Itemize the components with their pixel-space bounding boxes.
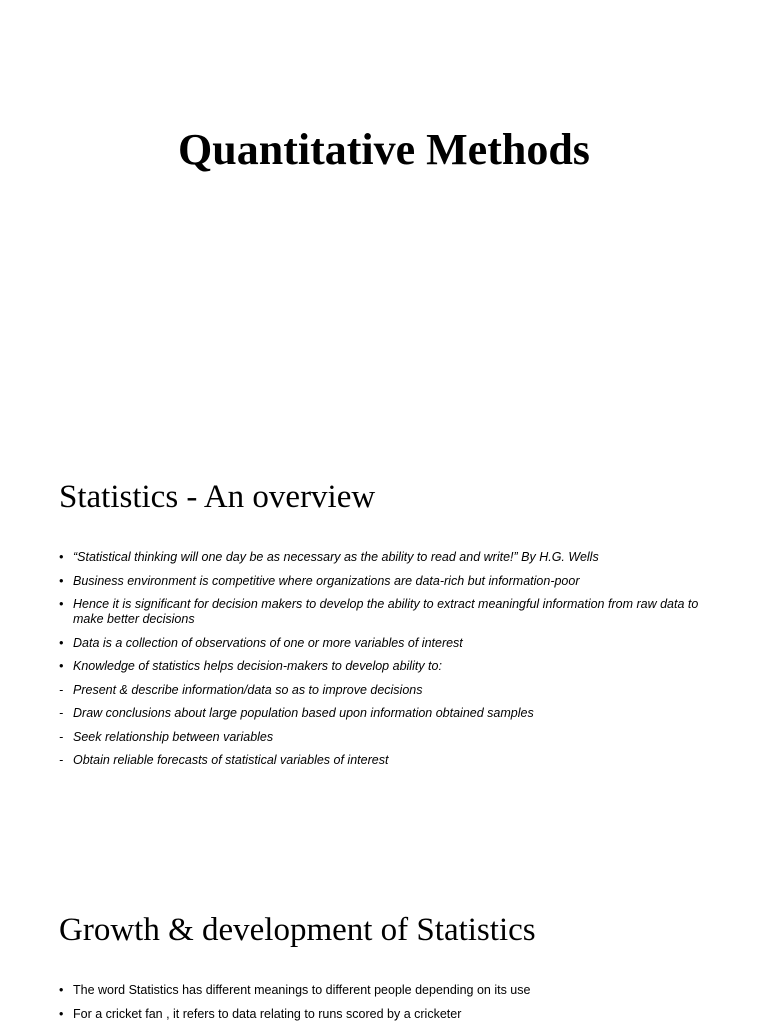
list-item — [59, 550, 709, 565]
list-item — [59, 636, 709, 651]
list-item-text: Present & describe information/data so as to improve decisions — [73, 682, 423, 697]
list-item-text: Data is a collection of observations of one or more variables of interest — [73, 635, 463, 650]
dash-marker: - — [59, 753, 64, 767]
dash-marker: - — [59, 706, 64, 720]
list-item-text: Draw conclusions about large population based upon information obtained samples — [73, 706, 534, 720]
list-item — [59, 574, 709, 589]
list-item-text: The word Statistics has different meanings to different people depending on its use — [73, 983, 531, 997]
bullet-marker: • — [59, 1006, 64, 1021]
dash-marker: - — [59, 729, 64, 744]
list-item — [59, 753, 709, 768]
list-item — [59, 730, 709, 745]
section-heading-growth: Growth & development of Statistics — [59, 912, 536, 948]
list-item-text: Hence it is significant for decision makers to develop the ability to extract meaningful information from raw data to make better decisions — [73, 597, 699, 626]
list-item-text: Business environment is competitive where organizations are data-rich but information-poor — [73, 573, 580, 588]
bullet-marker: • — [59, 597, 64, 611]
overview-bullet-list — [59, 550, 709, 777]
list-item — [59, 706, 709, 721]
list-item-text: For a cricket fan , it refers to data relating to runs scored by a cricketer — [73, 1006, 462, 1021]
bullet-marker: • — [59, 573, 64, 588]
list-item — [59, 659, 709, 674]
bullet-marker: • — [59, 983, 64, 997]
bullet-marker: • — [59, 550, 64, 564]
list-item — [59, 1007, 709, 1022]
section-heading-overview: Statistics - An overview — [59, 479, 376, 515]
list-item — [59, 683, 709, 698]
list-item — [59, 983, 709, 998]
dash-marker: - — [59, 682, 64, 697]
list-item-text: Knowledge of statistics helps decision-makers to develop ability to: — [73, 659, 442, 673]
list-item-text: Obtain reliable forecasts of statistical variables of interest — [73, 753, 389, 767]
bullet-marker: • — [59, 635, 64, 650]
bullet-marker: • — [59, 659, 64, 673]
list-item — [59, 597, 709, 627]
list-item-text: Seek relationship between variables — [73, 729, 274, 744]
page-title: Quantitative Methods — [178, 125, 590, 174]
list-item-text: “Statistical thinking will one day be as necessary as the ability to read and write!” By H.G. Wells — [73, 550, 599, 564]
growth-bullet-list — [59, 983, 709, 1030]
